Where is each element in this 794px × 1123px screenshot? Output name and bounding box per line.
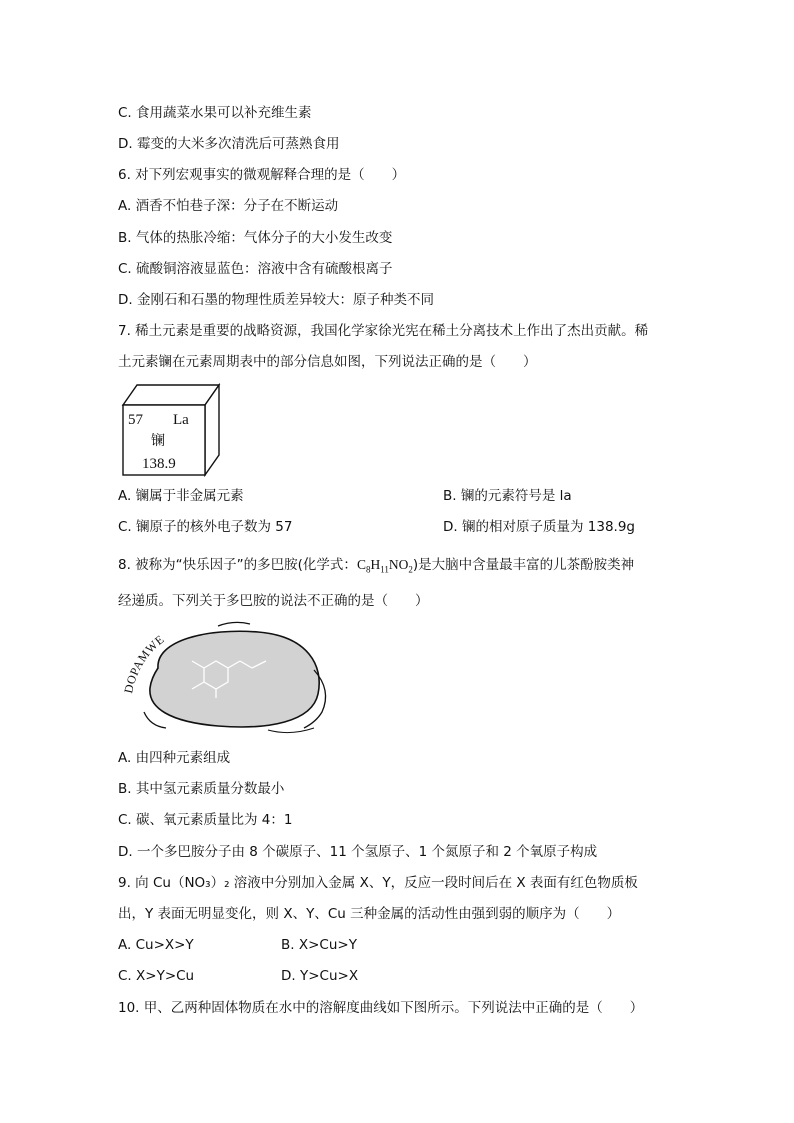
q8-stem-post: )是大脑中含量最丰富的儿茶酚胺类神 (412, 557, 635, 573)
q7-option-a: A. 镧属于非金属元素 (118, 488, 244, 504)
q8-option-c: C. 碳、氧元素质量比为 4：1 (118, 812, 293, 828)
q9-option-b: B. X>Cu>Y (281, 937, 357, 953)
q9-option-a: A. Cu>X>Y (118, 937, 194, 953)
q9-option-d: D. Y>Cu>X (281, 968, 359, 984)
q6-option-c: C. 硫酸铜溶液显蓝色：溶液中含有硫酸根离子 (118, 261, 393, 277)
q5-option-d: D. 霉变的大米多次清洗后可蒸熟食用 (118, 136, 340, 152)
q5-option-c: C. 食用蔬菜水果可以补充维生素 (118, 105, 312, 121)
q6-option-b: B. 气体的热胀冷缩：气体分子的大小发生改变 (118, 230, 393, 246)
q7-option-b: B. 镧的元素符号是 la (443, 488, 572, 504)
q6-option-a: A. 酒香不怕巷子深：分子在不断运动 (118, 198, 339, 214)
dopamine-label: DOPAMWE (121, 631, 167, 695)
q7-option-d: D. 镧的相对原子质量为 138.9g (443, 519, 635, 535)
q8-option-d: D. 一个多巴胺分子由 8 个碳原子、11 个氢原子、1 个氮原子和 2 个氧原子构成 (118, 844, 598, 860)
q8-stem-line2: 经递质。下列关于多巴胺的说法不正确的是（ ） (118, 593, 429, 609)
q10-stem: 10. 甲、乙两种固体物质在水中的溶解度曲线如下图所示。下列说法中正确的是（ ） (118, 1000, 644, 1016)
q8-option-b: B. 其中氢元素质量分数最小 (118, 781, 285, 797)
q8-stem-line1 (118, 555, 634, 580)
dopamine-formula: $C_8H_{11}NO_2$ (356, 557, 413, 575)
dopamine-figure (118, 618, 338, 740)
element-symbol: La (173, 412, 189, 428)
q8-option-a: A. 由四种元素组成 (118, 750, 231, 766)
q8-stem-pre: 8. 被称为“快乐因子”的多巴胺(化学式： (118, 557, 357, 573)
element-cell-figure (115, 381, 225, 481)
q7-stem-line1: 7. 稀土元素是重要的战略资源，我国化学家徐光宪在稀土分离技术上作出了杰出贡献。稀 (118, 323, 649, 339)
q7-option-c: C. 镧原子的核外电子数为 57 (118, 519, 293, 535)
atomic-number: 57 (128, 412, 143, 428)
dopamine-illustration (118, 618, 338, 736)
q7-stem-line2: 土元素镧在元素周期表中的部分信息如图，下列说法正确的是（ ） (118, 354, 537, 370)
element-name: 镧 (151, 433, 165, 449)
q9-stem-line1: 9. 向 Cu（NO₃）₂ 溶液中分别加入金属 X、Y，反应一段时间后在 X 表面有红色物质板 (118, 875, 638, 891)
atomic-mass: 138.9 (142, 456, 176, 472)
element-cell-box (115, 381, 225, 477)
q6-stem: 6. 对下列宏观事实的微观解释合理的是（ ） (118, 167, 406, 183)
q6-option-d: D. 金刚石和石墨的物理性质差异较大：原子种类不同 (118, 292, 434, 308)
q9-option-c: C. X>Y>Cu (118, 968, 195, 984)
q9-stem-line2: 出，Y 表面无明显变化，则 X、Y、Cu 三种金属的活动性由强到弱的顺序为（ ） (118, 906, 621, 922)
